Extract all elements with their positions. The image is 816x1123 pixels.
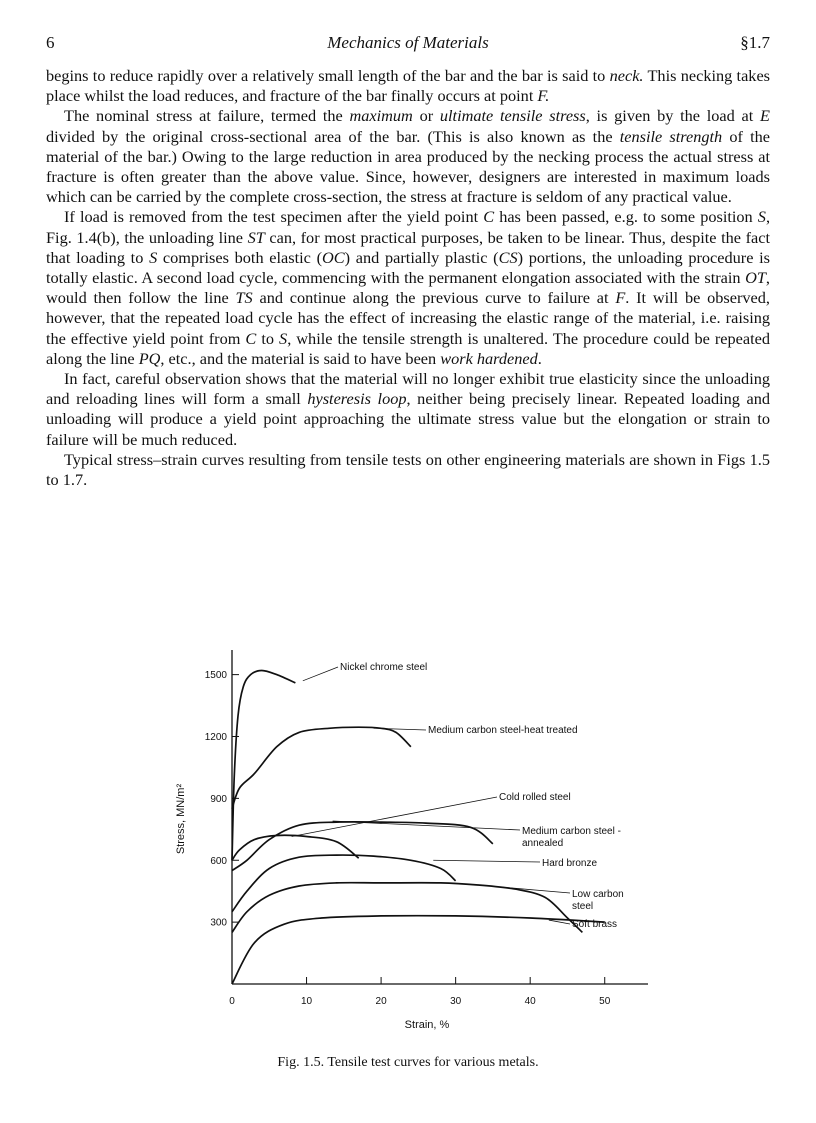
- text-run: ) portions, the unloading procedure is totally elastic. A second load cycle, commencing with the permanent elongation associated with the strain: [46, 247, 771, 288]
- italic-run: S: [757, 207, 766, 227]
- italic-run: F: [615, 288, 626, 308]
- figure-1-5: [160, 640, 680, 1040]
- text-run: , Fig. 1.4(b), the unloading line: [46, 207, 771, 247]
- x-tick-label: 40: [524, 996, 536, 1007]
- text-run: , etc., and the material is said to have been: [160, 348, 441, 368]
- text-run: can, for most practical purposes, be taken to be linear. Thus, despite the fact that loading to: [46, 227, 771, 267]
- annotation-label: Low carbon: [572, 889, 624, 900]
- series-line: [232, 727, 411, 809]
- leader-line: [433, 860, 540, 862]
- series-line: [232, 822, 493, 871]
- leader-line: [303, 667, 338, 681]
- running-title: Mechanics of Materials: [327, 33, 489, 52]
- text-run: , while the tensile strength is unaltered. The procedure could be repeated along the line: [46, 328, 770, 368]
- annotation-label: Cold rolled steel: [499, 792, 571, 803]
- y-tick-label: 1200: [204, 732, 227, 743]
- text-run: The nominal stress at failure, termed the: [64, 106, 350, 126]
- text-run: , is given by the load at: [585, 106, 761, 126]
- italic-run: CS: [498, 247, 518, 267]
- text-run: of the material of the bar.) Owing to the large reduction in area produced by the necking process the actual stress at fracture is often greater than the above value. Since, however, designers are interested in maximum loads which can be carried by the complete cross-section, the stress at fracture is seldom of any practical value.: [46, 126, 770, 207]
- italic-run: S: [279, 328, 288, 348]
- italic-run: PQ: [138, 348, 161, 368]
- x-tick-label: 50: [599, 996, 611, 1007]
- x-tick-label: 20: [375, 996, 387, 1007]
- paragraph: [46, 369, 770, 450]
- annotation-label: Medium carbon steel-heat treated: [428, 725, 578, 736]
- x-tick-label: 0: [229, 996, 235, 1007]
- text-run: begins to reduce rapidly over a relatively small length of the bar and the bar is said to: [46, 66, 610, 85]
- text-run: If load is removed from the test specimen after the yield point: [64, 207, 484, 227]
- body-text: [46, 66, 770, 490]
- text-run: and continue along the previous curve to failure at: [252, 288, 616, 308]
- page-number: 6: [46, 33, 55, 52]
- y-tick-label: 300: [210, 917, 227, 929]
- text-run: to: [256, 328, 280, 348]
- italic-run: TS: [235, 288, 253, 308]
- y-tick-label: 600: [210, 855, 227, 867]
- annotation-label: Hard bronze: [542, 858, 598, 869]
- italic-run: ST: [247, 227, 265, 247]
- page-header: [46, 33, 770, 53]
- annotation-label: annealed: [522, 838, 564, 849]
- figure-caption: Fig. 1.5. Tensile test curves for various metals.: [277, 1055, 539, 1070]
- annotation-label: Soft brass: [572, 919, 618, 930]
- y-tick-label: 1500: [204, 670, 227, 682]
- italic-run: F.: [537, 86, 550, 106]
- leader-line: [292, 797, 497, 837]
- italic-run: work hardened: [440, 348, 538, 368]
- y-axis-label: Stress, MN/m²: [175, 783, 187, 855]
- annotation-label: Medium carbon steel -: [522, 826, 621, 837]
- text-run: , neither being precisely linear. Repeated loading and unloading will produce a yield point approaching the ultimate stress value but the elongation or strain to failure will be much reduced.: [46, 389, 771, 449]
- italic-run: neck.: [609, 66, 644, 85]
- paragraph: [46, 450, 770, 490]
- text-run: This necking takes place whilst the load reduces, and fracture of the bar finally occurs at point: [46, 66, 771, 106]
- text-run: , would then follow the line: [46, 268, 770, 308]
- italic-run: C: [483, 207, 495, 227]
- text-run: divided by the original cross-sectional area of the bar. (This is also known as the: [46, 126, 620, 146]
- annotation-label: steel: [572, 901, 594, 912]
- italic-run: hysteresis loop: [307, 389, 407, 409]
- italic-run: E: [760, 106, 770, 126]
- series-line: [232, 916, 605, 984]
- section-number: §1.7: [740, 33, 770, 52]
- text-run: comprises both elastic (: [157, 247, 323, 267]
- italic-run: S: [149, 247, 158, 267]
- series-line: [232, 671, 295, 861]
- annotation-label: Nickel chrome steel: [340, 662, 428, 673]
- text-run: Typical stress–strain curves resulting from tensile tests on other engineering materials are shown in Figs 1.5 to 1.7.: [46, 449, 770, 490]
- text-run: . It will be observed, however, that the repeated load cycle has the effect of increasing the elastic range of the material, i.e. raising the effective yield point from: [46, 288, 770, 348]
- stress-strain-chart: [160, 640, 680, 1040]
- italic-run: OC: [322, 247, 345, 267]
- italic-run: C: [245, 328, 257, 348]
- text-run: .: [537, 348, 542, 368]
- x-axis-label: Strain, %: [404, 1019, 450, 1031]
- text-run: In fact, careful observation shows that the material will no longer exhibit true elasticity since the unloading and reloading lines will form a small: [46, 369, 770, 409]
- text-run: has been passed, e.g. to some position: [494, 207, 758, 227]
- paragraph: [46, 106, 770, 207]
- italic-run: tensile strength: [619, 126, 723, 146]
- paragraph: [46, 66, 770, 106]
- italic-run: ultimate tensile stress: [439, 106, 586, 126]
- y-tick-label: 900: [210, 793, 227, 805]
- text-run: ) and partially plastic (: [344, 247, 499, 267]
- x-tick-label: 30: [450, 996, 462, 1007]
- italic-run: maximum: [349, 106, 413, 126]
- paragraph: [46, 207, 770, 369]
- text-run: or: [412, 106, 440, 126]
- italic-run: OT: [745, 268, 766, 288]
- leader-line: [500, 887, 570, 893]
- x-tick-label: 10: [300, 996, 313, 1007]
